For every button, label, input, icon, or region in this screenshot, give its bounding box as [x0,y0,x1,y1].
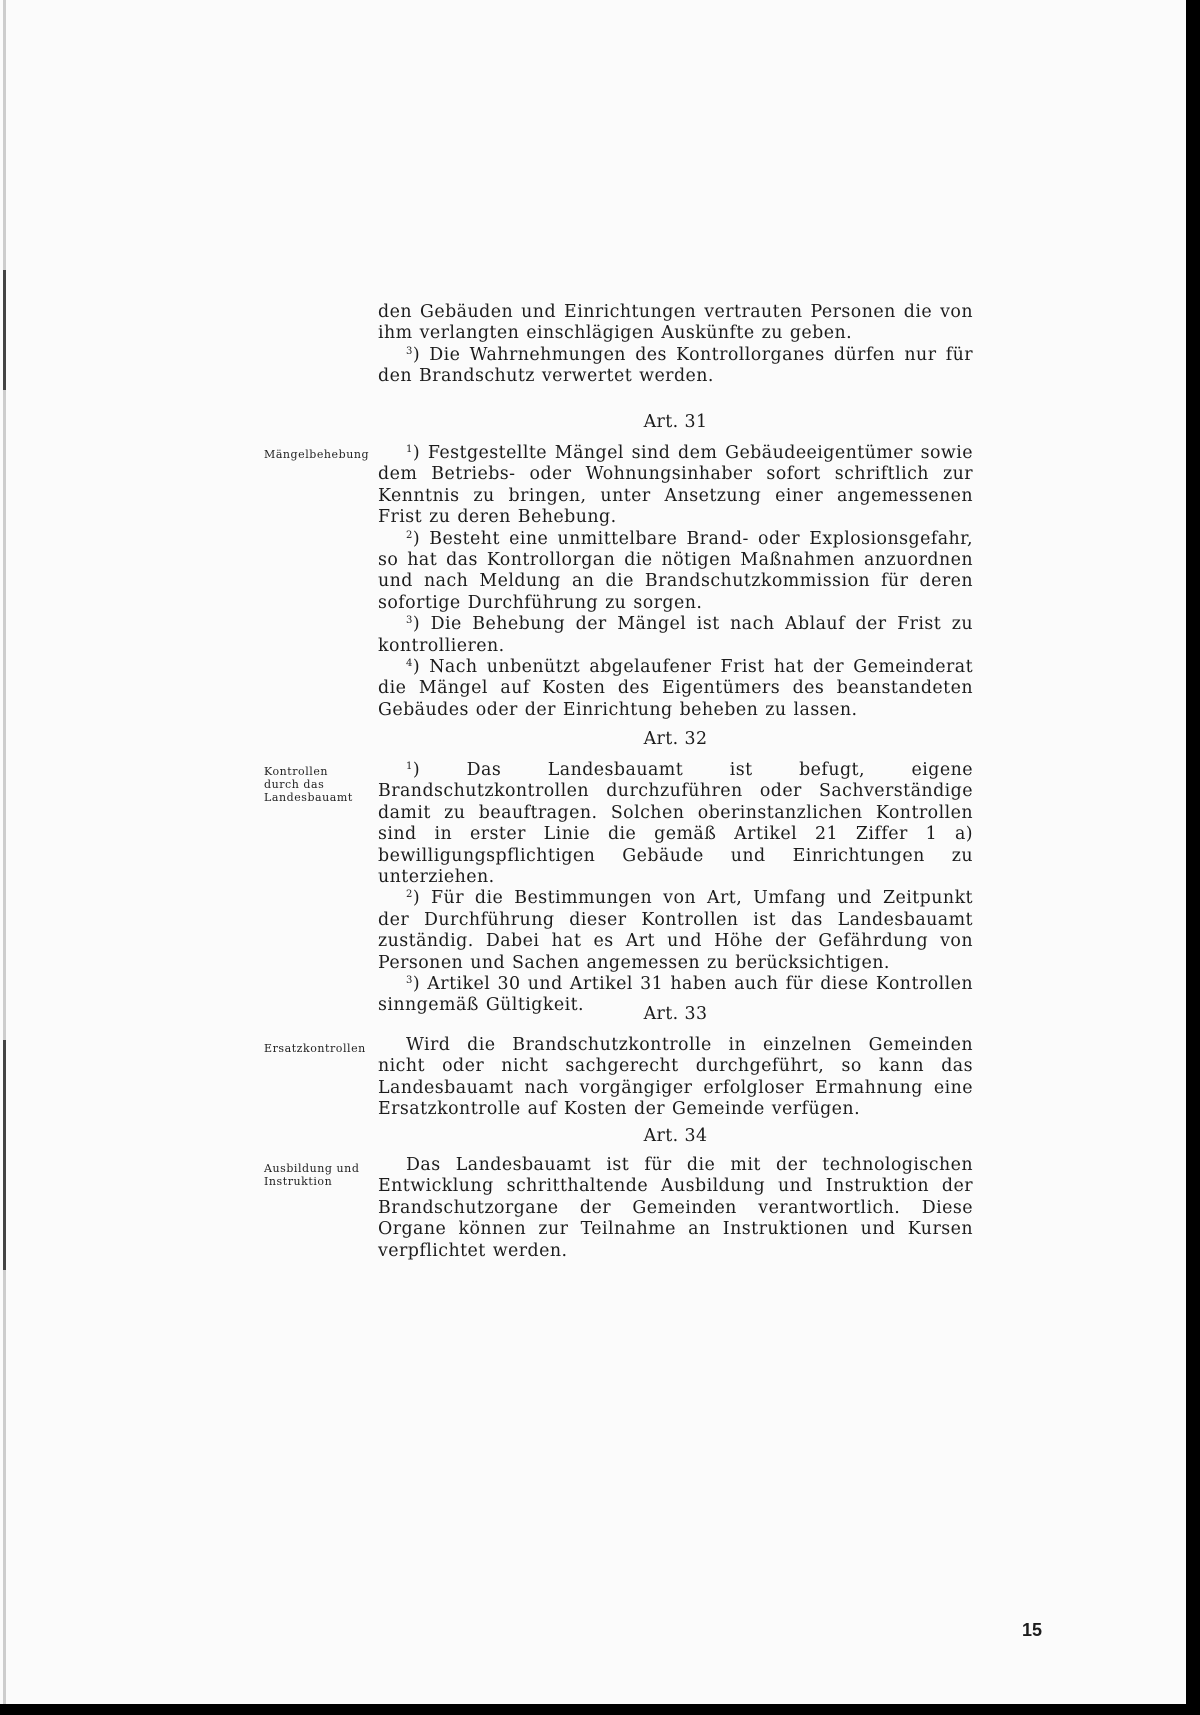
margin-note: Kontrollen durch das Landesbauamt [264,765,353,805]
paragraph: $^3$) Artikel 30 und Artikel 31 haben auch für diese Kontrollen sinngemäß Gültigkeit. [378,974,973,1016]
paragraph: $^1$) Festgestellte Mängel sind dem Gebäudeeigentümer sowie dem Betriebs- oder Wohnungsinhaber sofort schriftlich zur Kenntnis zu bringen, unter Ansetzung einer angemessenen Frist zu deren Behebung. [378,443,973,528]
article-heading: Art. 34 [643,1126,708,1146]
article-heading: Art. 33 [643,1004,708,1024]
binding-mark [3,1040,6,1270]
paragraph: $^3$) Die Wahrnehmungen des Kontrollorganes dürfen nur für den Brandschutz verwertet werden. [378,344,973,387]
margin-note: Ausbildung und Instruktion [264,1162,360,1189]
binding-edge [3,0,6,1704]
paragraph: $^3$) Die Behebung der Mängel ist nach Ablauf der Frist zu kontrollieren. [378,614,973,656]
article-heading: Art. 32 [643,729,708,749]
paragraph: den Gebäuden und Einrichtungen vertrauten Personen die von ihm verlangten einschlägigen Auskünfte zu geben. [378,302,973,344]
paragraph: $^2$) Für die Bestimmungen von Art, Umfang und Zeitpunkt der Durchführung dieser Kontrollen ist das Landesbauamt zuständig. Dabei hat es Art und Höhe der Gefährdung von Personen und Sachen angemessen zu berücksichtigen. [378,888,973,973]
paragraph: $^2$) Besteht eine unmittelbare Brand- oder Explosionsgefahr, so hat das Kontrollorgan die nötigen Maßnahmen anzuordnen und nach Meldung an die Brandschutzkommission für deren sofortige Durchführung zu sorgen. [378,528,973,613]
paragraph: Das Landesbauamt ist für die mit der technologischen Entwicklung schritthaltende Ausbildung und Instruktion der Brandschutzorgane der Gemeinden verantwortlich. Diese Organe können zur Teilnahme an Instruktionen und Kursen verpflichtet werden. [378,1155,973,1261]
margin-note: Ersatzkontrollen [264,1042,366,1055]
paragraph: $^1$) Das Landesbauamt ist befugt, eigene Brandschutzkontrollen durchzuführen oder Sachverständige damit zu beauftragen. Solchen oberinstanzlichen Kontrollen sind in erster Linie die gemäß Artikel 21 Ziffer 1 a) bewilligungspflichtigen Gebäude und Einrichtungen zu unterziehen. [378,760,973,888]
top-block [378,302,973,388]
article-33-body [378,1035,973,1121]
paragraph: $^4$) Nach unbenützt abgelaufener Frist hat der Gemeinderat die Mängel auf Kosten des Eigentümers des beanstandeten Gebäudes oder der Einrichtung beheben zu lassen. [378,657,974,720]
article-32-body [378,760,973,1017]
article-31-body [378,443,973,721]
margin-note: Mängelbehebung [264,448,370,461]
article-heading: Art. 31 [643,412,708,432]
paragraph: Wird die Brandschutzkontrolle in einzelnen Gemeinden nicht oder nicht sachgerecht durchgeführt, so kann das Landesbauamt nach vorgängiger erfolgloser Ermahnung eine Ersatzkontrolle auf Kosten der Gemeinde verfügen. [378,1035,973,1120]
page-number: 15 [1022,1620,1043,1640]
binding-mark [3,270,6,390]
article-34-body [378,1155,973,1262]
